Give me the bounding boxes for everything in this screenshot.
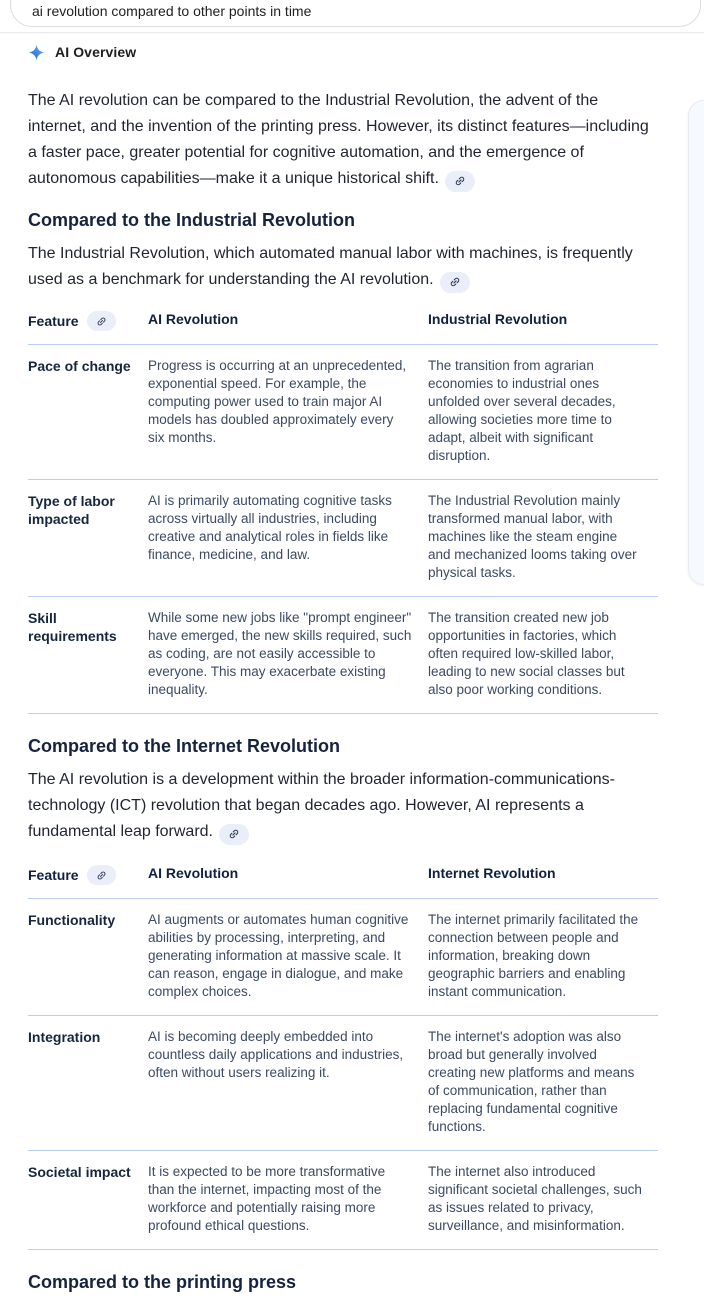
search-header (0, 0, 704, 33)
source-link-chip[interactable] (445, 171, 475, 192)
row-ai-cell: While some new jobs like "prompt engineer" have emerged, the new skills required, such as coding, are not easily accessible to everyone. This may exacerbate existing inequality. (148, 610, 412, 697)
row-other-cell: The Industrial Revolution mainly transformed manual labor, with machines like the steam engine and mechanized looms taking over physical tasks. (428, 493, 637, 580)
section-heading-internet: Compared to the Internet Revolution (28, 736, 341, 756)
table-row (28, 899, 658, 1016)
search-input[interactable]: ai revolution compared to other points in time (32, 3, 312, 19)
comparison-table-internet (28, 863, 658, 1250)
table-row (28, 1151, 658, 1250)
side-panel-card[interactable] (688, 100, 704, 585)
table-row (28, 345, 658, 480)
source-link-chip[interactable] (87, 865, 116, 885)
header-label: Feature (28, 313, 79, 329)
link-icon (451, 173, 468, 190)
section-heading-industrial: Compared to the Industrial Revolution (28, 210, 356, 230)
row-other-cell: The internet primarily facilitated the connection between people and information, breaking down geographic barriers and enabling instant communication. (428, 912, 639, 999)
row-feature: Skill requirements (28, 610, 117, 644)
table-header-row (28, 309, 658, 345)
ai-overview-header (28, 42, 658, 62)
source-link-chip[interactable] (440, 272, 470, 293)
link-icon (93, 313, 109, 329)
section-intro-internet (28, 767, 658, 845)
table-header-feature (28, 311, 148, 331)
table-header-ai: AI Revolution (148, 865, 239, 881)
row-feature: Societal impact (28, 1164, 131, 1180)
table-header-row (28, 863, 658, 899)
section-intro-text: The AI revolution is a development within the broader information-communications-technology (ICT) revolution that began decades ago. However, AI represents a fundamental leap forward. (28, 771, 615, 840)
header-label: Feature (28, 867, 79, 883)
table-header-other: Internet Revolution (428, 865, 556, 881)
row-ai-cell: AI augments or automates human cognitive abilities by processing, interpreting, and generating information at massive scale. It can reason, engage in dialogue, and make complex choices. (148, 912, 409, 999)
table-row (28, 597, 658, 714)
row-ai-cell: AI is primarily automating cognitive tasks across virtually all industries, including creative and analytical roles in fields like finance, medicine, and law. (148, 493, 392, 562)
search-bar[interactable] (10, 0, 701, 27)
intro-paragraph (28, 88, 658, 192)
source-link-chip[interactable] (87, 311, 116, 331)
row-feature: Integration (28, 1029, 101, 1045)
row-other-cell: The internet also introduced significant societal challenges, such as issues related to privacy, surveillance, and misinformation. (428, 1164, 642, 1233)
source-link-chip[interactable] (219, 824, 249, 845)
gemini-sparkle-icon (28, 44, 45, 61)
section-intro-text: The Industrial Revolution, which automated manual labor with machines, is frequently used as a benchmark for understanding the AI revolution. (28, 245, 633, 288)
row-ai-cell: AI is becoming deeply embedded into countless daily applications and industries, often without users realizing it. (148, 1029, 404, 1080)
ai-overview-label: AI Overview (55, 44, 137, 60)
section-intro-industrial (28, 241, 658, 293)
row-feature: Pace of change (28, 358, 131, 374)
main-content (0, 42, 704, 1293)
row-ai-cell: It is expected to be more transformative than the internet, impacting most of the workforce and potentially raising more profound ethical questions. (148, 1164, 386, 1233)
row-other-cell: The internet's adoption was also broad but generally involved creating new platforms and means of communication, rather than replacing fundamental cognitive functions. (428, 1029, 635, 1134)
link-icon (93, 867, 109, 883)
table-header-other: Industrial Revolution (428, 311, 568, 327)
comparison-table-industrial (28, 309, 658, 714)
link-icon (226, 826, 243, 843)
table-row (28, 1016, 658, 1151)
link-icon (446, 274, 463, 291)
row-ai-cell: Progress is occurring at an unprecedented, exponential speed. For example, the computing power used to train major AI models has doubled approximately every six months. (148, 358, 407, 445)
row-other-cell: The transition from agrarian economies to industrial ones unfolded over several decades, allowing societies more time to adapt, albeit with significant disruption. (428, 358, 616, 463)
row-feature: Type of labor impacted (28, 493, 115, 527)
table-header-feature (28, 865, 148, 885)
section-heading-printing-press: Compared to the printing press (28, 1272, 297, 1292)
row-other-cell: The transition created new job opportunities in factories, which often required low-skilled labor, leading to new social classes but also poor working conditions. (428, 610, 625, 697)
table-row (28, 480, 658, 597)
row-feature: Functionality (28, 912, 116, 928)
intro-text: The AI revolution can be compared to the Industrial Revolution, the advent of the internet, and the invention of the printing press. However, its distinct features—including a faster pace, greater potential for cognitive automation, and the emergence of autonomous capabilities—make it a unique historical shift. (28, 92, 649, 187)
table-header-ai: AI Revolution (148, 311, 239, 327)
